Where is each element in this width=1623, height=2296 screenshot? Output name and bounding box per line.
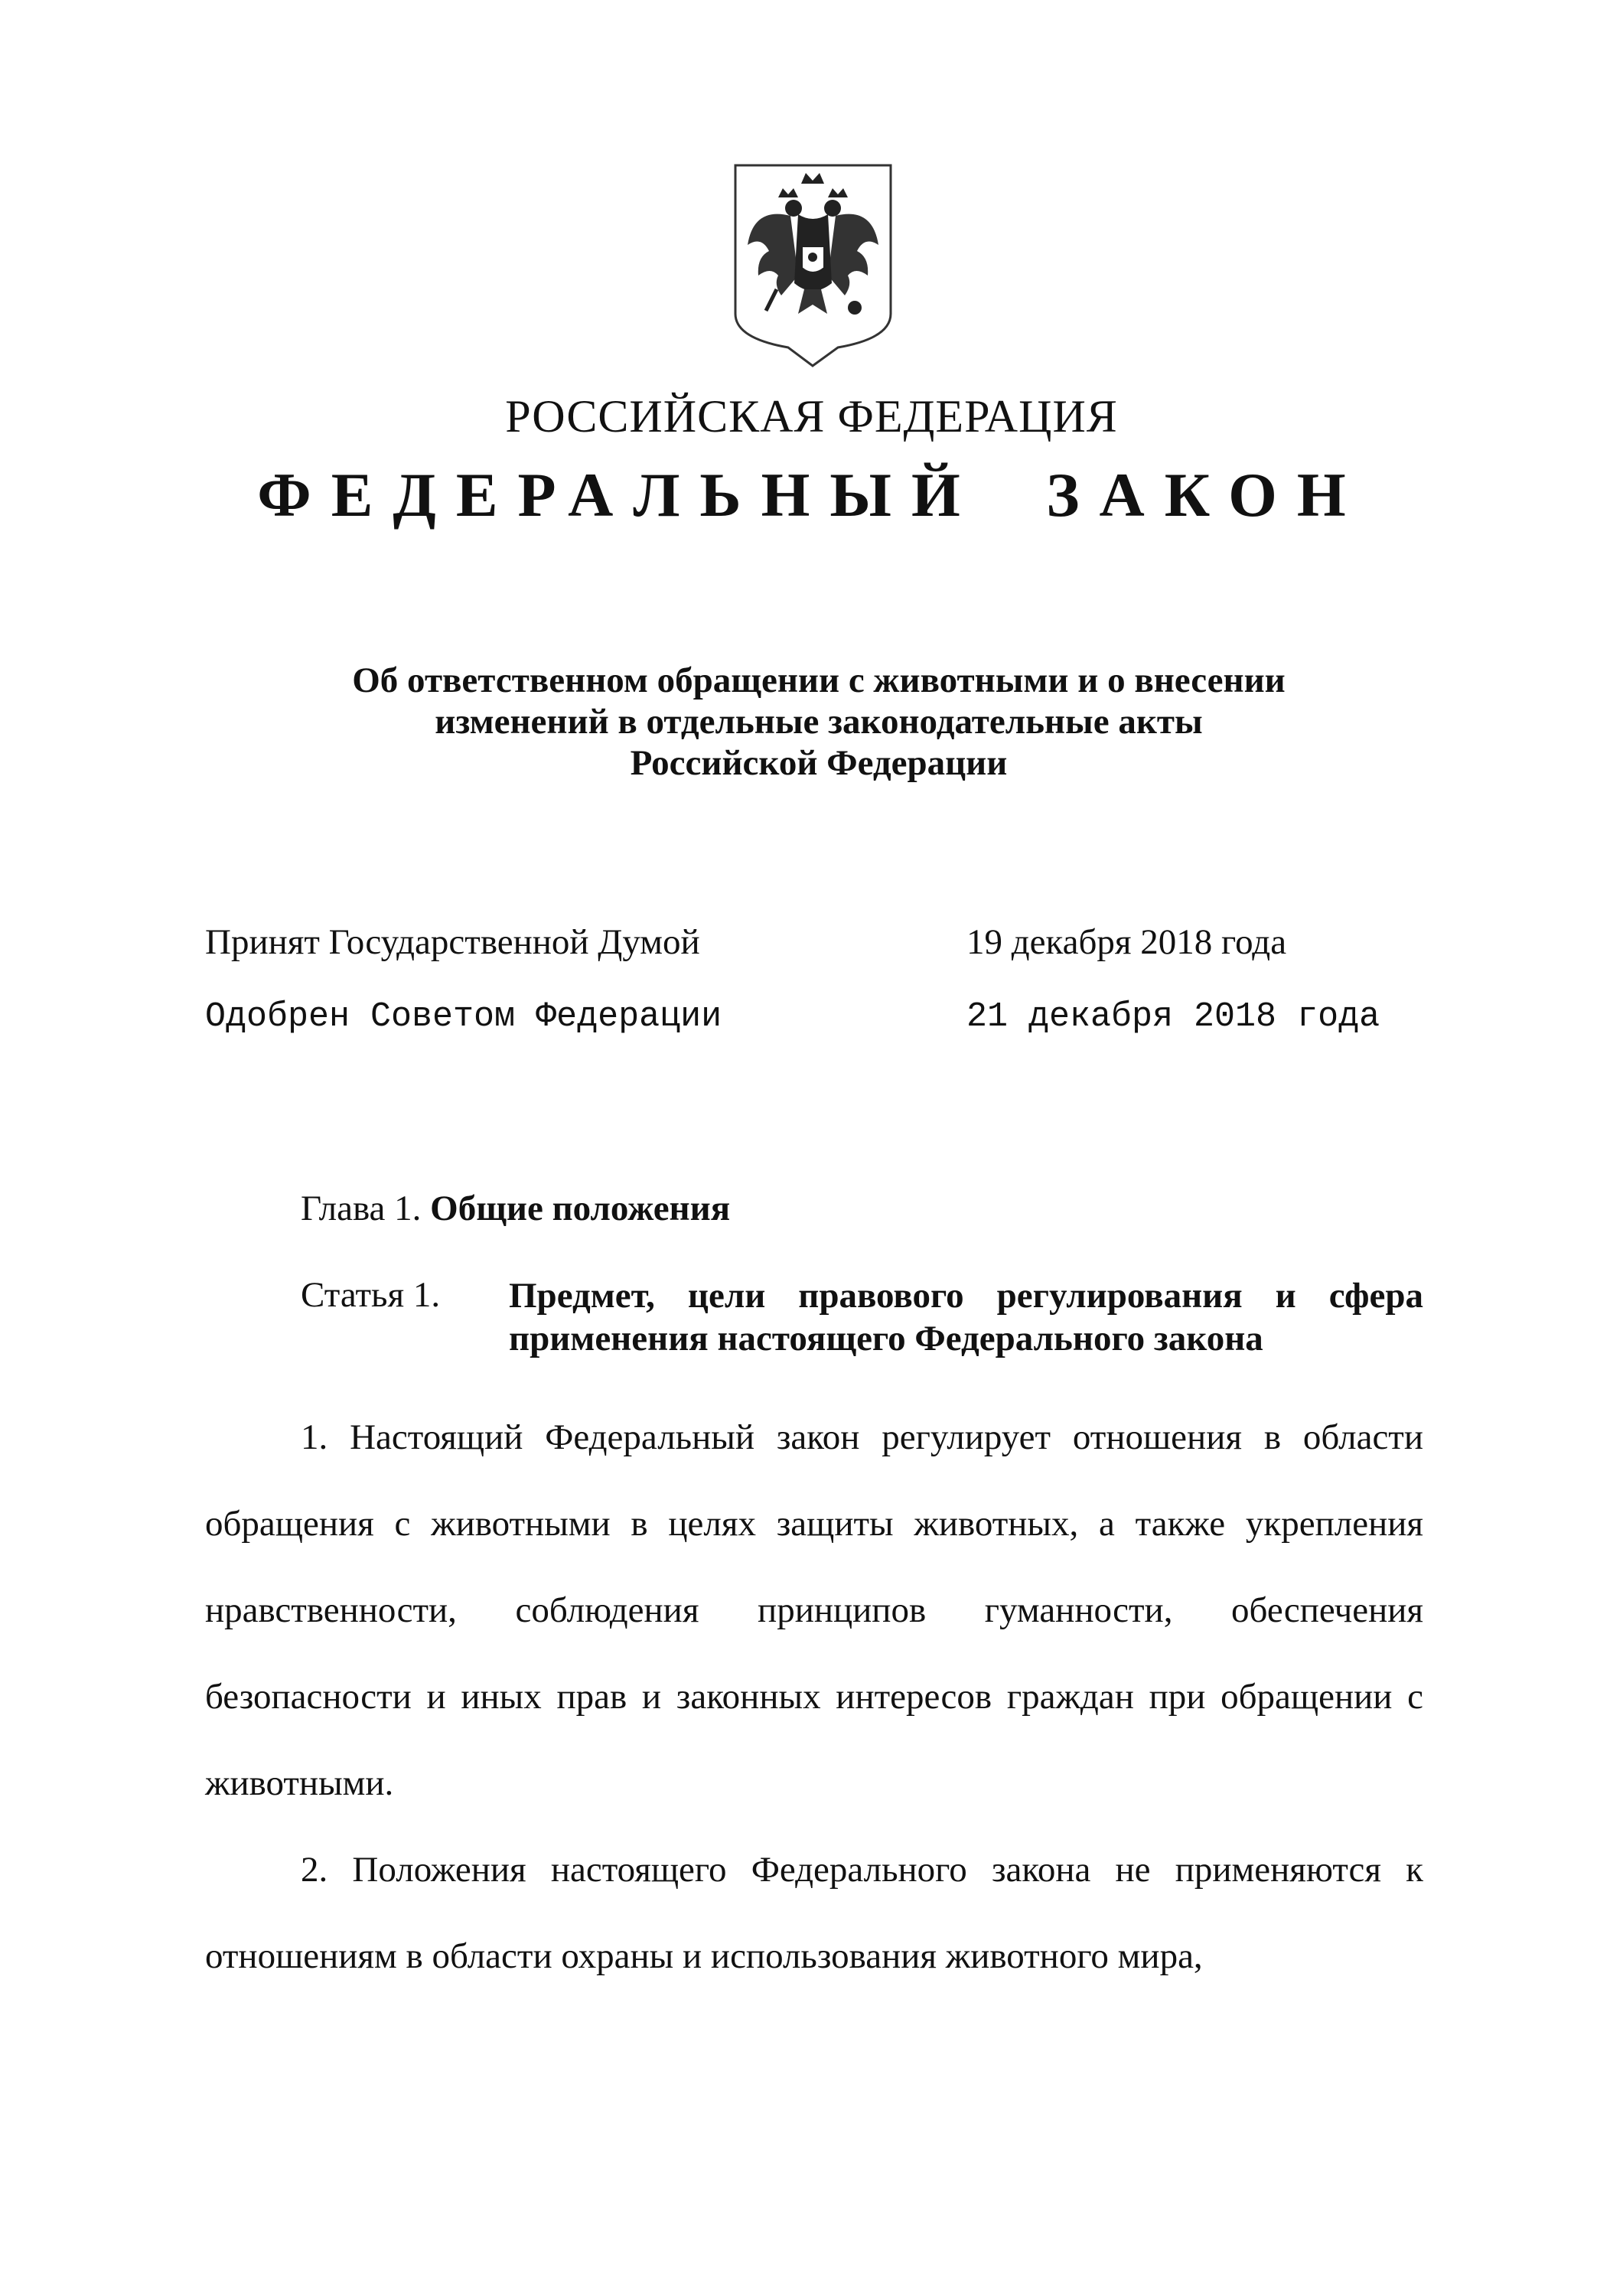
document-type: ФЕДЕРАЛЬНЫЙ ЗАКОН [257, 460, 1366, 530]
chapter-title: Общие положения [430, 1189, 731, 1228]
paragraph: 1. Настоящий Федеральный закон регулирует отношения в области обращения с животными в целях защиты животных, а также укрепления нравственности, соблюдения принципов гуманности, обеспечения безопасности и иных прав и законных интересов граждан при обращении с животными. [205, 1417, 1423, 1803]
adoption-label: Принят Государственной Думой [205, 922, 700, 962]
chapter-prefix: Глава 1. [301, 1189, 422, 1228]
chapter-heading [301, 1188, 730, 1229]
country-name: РОССИЙСКАЯ ФЕДЕРАЦИЯ [505, 391, 1118, 442]
law-title-line: изменений в отдельные законодательные акты [435, 702, 1203, 742]
law-title-line: Об ответственном обращении с животными и о внесении [352, 660, 1286, 700]
coat-of-arms-icon [731, 161, 895, 367]
article-number: Статья 1. [301, 1275, 441, 1315]
adoption-date: 21 декабря 2018 года [966, 997, 1380, 1036]
adoption-date: 19 декабря 2018 года [966, 922, 1287, 962]
article-title: Предмет, цели правового регулирования и сфера применения настоящего Федерального закона [509, 1276, 1423, 1358]
law-title [199, 660, 1439, 784]
law-title-line: Российской Федерации [630, 743, 1008, 783]
adoption-label: Одобрен Советом Федерации [205, 997, 722, 1036]
paragraph: 2. Положения настоящего Федерального закона не применяются к отношениям в области охраны и использования животного мира, [205, 1850, 1423, 1976]
